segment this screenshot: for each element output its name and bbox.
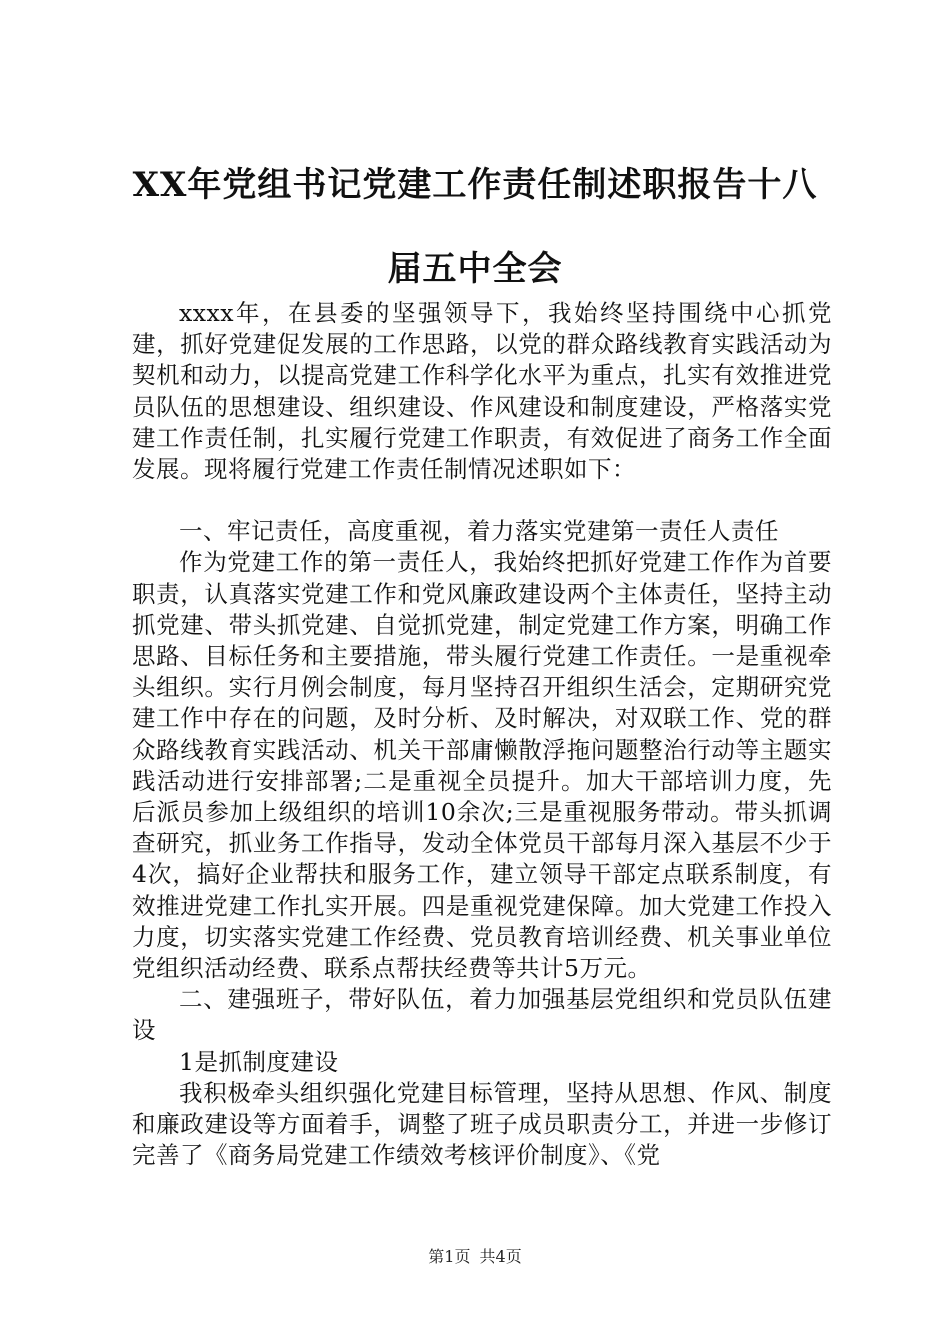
document-title-line-2: 届五中全会 (387, 249, 563, 289)
subheading-1: 1是抓制度建设 (179, 1047, 339, 1076)
section-heading-1: 一、牢记责任，高度重视，着力落实党建第一责任人责任 (179, 517, 779, 546)
section-heading-2: 二、建强班子，带好队伍，着力加强基层党组织和党员队伍建设 (132, 985, 832, 1045)
page-total: 共4页 (479, 1247, 522, 1266)
document-body (132, 298, 832, 1171)
page-footer (0, 1244, 950, 1267)
document-title-line-1: XX年党组书记党建工作责任制述职报告十八 (132, 165, 818, 205)
paragraph-section-1: 作为党建工作的第一责任人，我始终把抓好党建工作作为首要职责，认真落实党建工作和党风廉政建设两个主体责任，坚持主动抓党建、带头抓党建、自觉抓党建，制定党建工作方案，明确工作思路、目标任务和主要措施，带头履行党建工作责任。一是重视牵头组织。实行月例会制度，每月坚持召开组织生活会，定期研究党建工作中存在的问题，及时分析、及时解决，对双联工作、党的群众路线教育实践活动、机关干部庸懒散浮拖问题整治行动等主题实践活动进行安排部署;二是重视全员提升。加大干部培训力度，先后派员参加上级组织的培训10余次;三是重视服务带动。带头抓调查研究，抓业务工作指导，发动全体党员干部每月深入基层不少于4次，搞好企业帮扶和服务工作，建立领导干部定点联系制度，有效推进党建工作扎实开展。四是重视党建保障。加大党建工作投入力度，切实落实党建工作经费、党员教育培训经费、机关事业单位党组织活动经费、联系点帮扶经费等共计5万元。 (132, 548, 832, 983)
paragraph-section-2: 我积极牵头组织强化党建目标管理，坚持从思想、作风、制度和廉政建设等方面着手，调整了班子成员职责分工，并进一步修订完善了《商务局党建工作绩效考核评价制度》、《党 (132, 1078, 832, 1170)
paragraph-intro: xxxx年，在县委的坚强领导下，我始终坚持围绕中心抓党建，抓好党建促发展的工作思路，以党的群众路线教育实践活动为契机和动力，以提高党建工作科学化水平为重点，扎实有效推进党员队伍的思想建设、组织建设、作风建设和制度建设，严格落实党建工作责任制，扎实履行党建工作职责，有效促进了商务工作全面发展。现将履行党建工作责任制情况述职如下： (132, 299, 832, 484)
page-number: 第1页 (428, 1247, 471, 1266)
